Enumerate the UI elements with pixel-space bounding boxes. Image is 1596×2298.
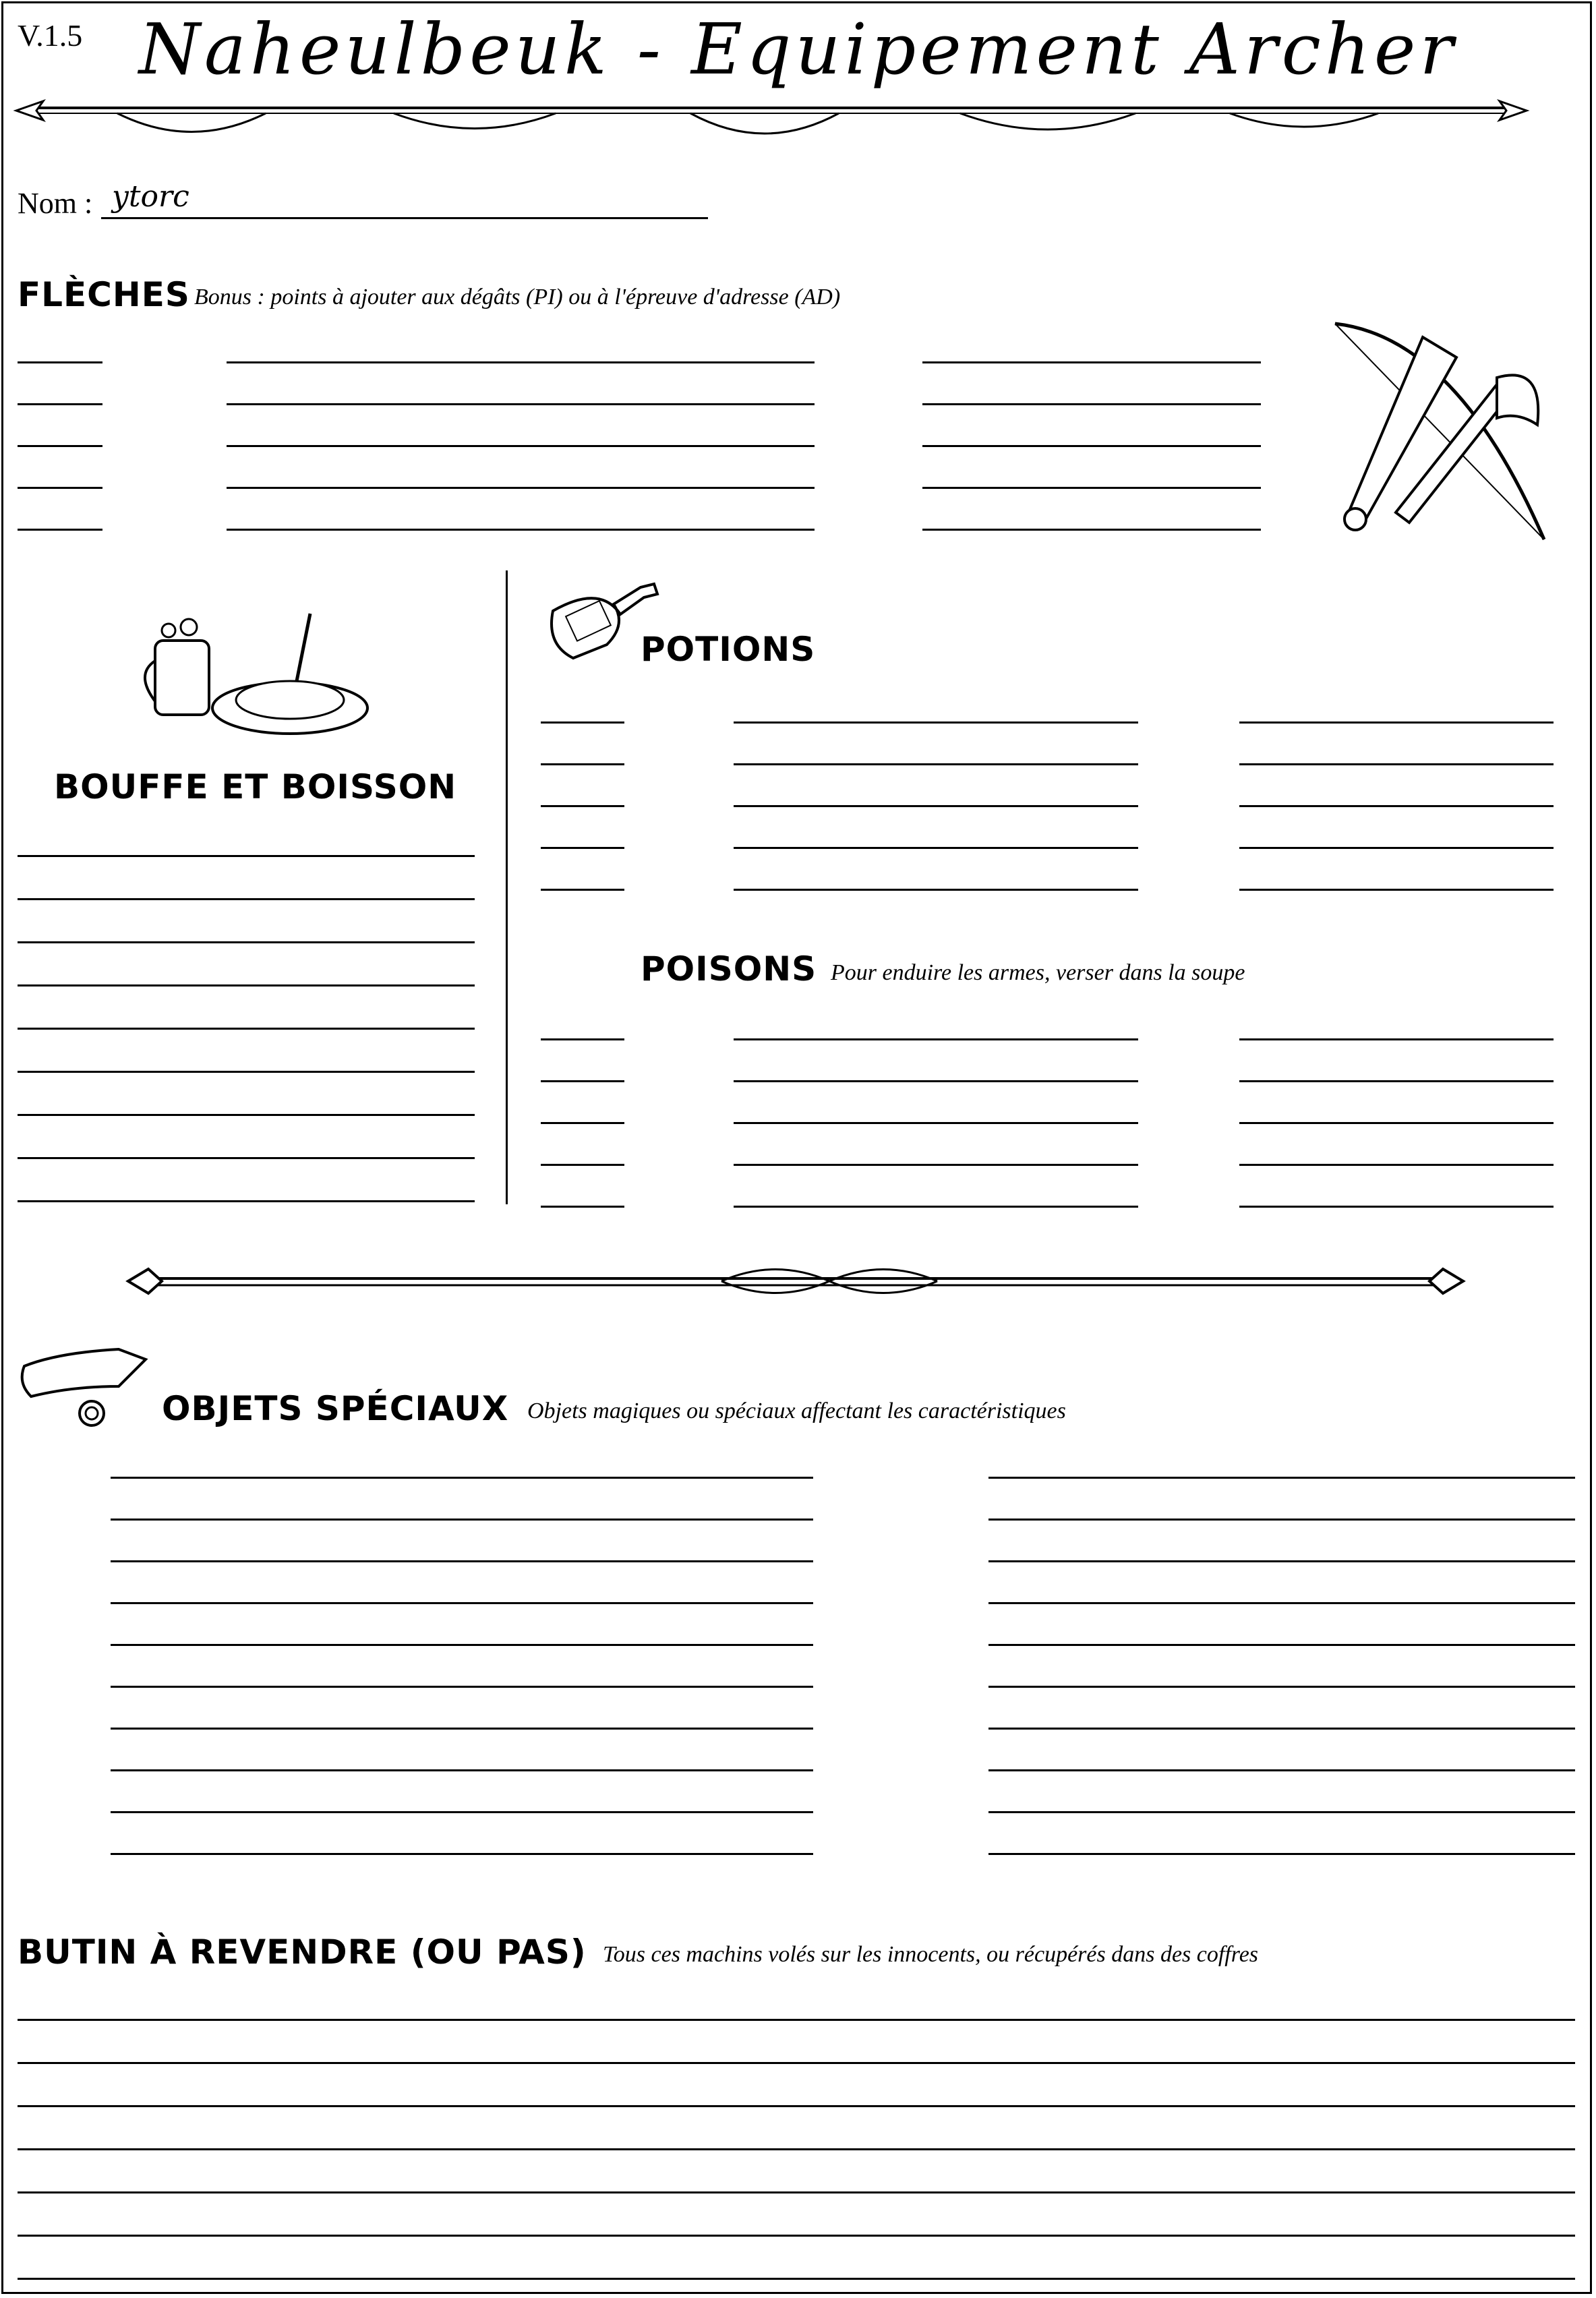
potions-doses-line — [734, 889, 1138, 891]
scroll-and-ring-icon — [18, 1346, 166, 1434]
fleches-qty-line — [18, 445, 102, 447]
fleches-name-line — [227, 529, 815, 531]
bouffe-line — [18, 1200, 475, 1202]
bouffe-line — [18, 855, 475, 857]
butin-line — [18, 2235, 1575, 2237]
objet-bonus-line — [988, 1811, 1575, 1813]
poisons-note: Pour enduire les armes, verser dans la soupe — [831, 960, 1245, 985]
poisons-qty-line — [541, 1122, 624, 1124]
objet-line — [111, 1560, 813, 1562]
objet-line — [111, 1602, 813, 1604]
butin-line — [18, 2019, 1575, 2021]
fleches-bonus-line — [922, 529, 1261, 531]
poisons-doses-line — [734, 1122, 1138, 1124]
potions-doses-line — [734, 847, 1138, 849]
fleches-title: FLÈCHES — [18, 275, 190, 314]
fleches-bonus-line — [922, 487, 1261, 489]
objet-bonus-line — [988, 1477, 1575, 1479]
potions-effets-line — [1239, 763, 1554, 765]
potions-effets-line — [1239, 889, 1554, 891]
fleches-qty-line — [18, 403, 102, 405]
objet-bonus-line — [988, 1853, 1575, 1855]
page-title: Naheulbeuk - Equipement Archer — [138, 8, 1458, 90]
fleches-name-line — [227, 445, 815, 447]
crossed-weapons-icon — [1322, 310, 1564, 553]
objet-bonus-line — [988, 1602, 1575, 1604]
fleches-bonus-line — [922, 361, 1261, 363]
potions-qty-line — [541, 847, 624, 849]
poisons-effets-line — [1239, 1080, 1554, 1082]
name-value[interactable]: ytorc — [112, 179, 189, 214]
fleches-qty-line — [18, 529, 102, 531]
potions-title: POTIONS — [641, 630, 816, 669]
poisons-doses-line — [734, 1206, 1138, 1208]
objet-line — [111, 1811, 813, 1813]
butin-line — [18, 2148, 1575, 2150]
poisons-title: POISONS — [641, 949, 817, 989]
fleches-name-line — [227, 361, 815, 363]
column-separator — [506, 570, 508, 1204]
poisons-effets-line — [1239, 1038, 1554, 1040]
fleches-note: Bonus : points à ajouter aux dégâts (PI) ou à l'épreuve d'adresse (AD) — [194, 285, 841, 310]
fleches-name-line — [227, 403, 815, 405]
objet-line — [111, 1519, 813, 1521]
potions-doses-line — [734, 805, 1138, 807]
fleches-qty-line — [18, 487, 102, 489]
objet-line — [111, 1769, 813, 1771]
potions-effets-line — [1239, 847, 1554, 849]
objet-line — [111, 1644, 813, 1646]
objet-line — [111, 1686, 813, 1688]
butin-line — [18, 2105, 1575, 2107]
bouffe-line — [18, 898, 475, 900]
objets-title: OBJETS SPÉCIAUX — [162, 1389, 509, 1428]
version-label: V.1.5 — [18, 18, 83, 53]
poisons-effets-line — [1239, 1122, 1554, 1124]
objet-bonus-line — [988, 1686, 1575, 1688]
potions-qty-line — [541, 889, 624, 891]
objet-line — [111, 1853, 813, 1855]
bouffe-line — [18, 1157, 475, 1159]
poisons-effets-line — [1239, 1206, 1554, 1208]
poisons-doses-line — [734, 1038, 1138, 1040]
poisons-qty-line — [541, 1038, 624, 1040]
poisons-effets-line — [1239, 1164, 1554, 1166]
butin-line — [18, 2191, 1575, 2193]
objet-bonus-line — [988, 1728, 1575, 1730]
staff-divider-icon — [128, 1254, 1463, 1308]
objet-bonus-line — [988, 1519, 1575, 1521]
poisons-qty-line — [541, 1080, 624, 1082]
poisons-qty-line — [541, 1164, 624, 1166]
fleches-bonus-line — [922, 445, 1261, 447]
objet-bonus-line — [988, 1644, 1575, 1646]
potions-effets-line — [1239, 721, 1554, 724]
bouffe-line — [18, 1071, 475, 1073]
bouffe-line — [18, 941, 475, 943]
bouffe-title: BOUFFE ET BOISSON — [54, 767, 457, 806]
potions-qty-line — [541, 805, 624, 807]
potions-doses-line — [734, 763, 1138, 765]
potions-effets-line — [1239, 805, 1554, 807]
butin-note: Tous ces machins volés sur les innocents, ou récupérés dans des coffres — [603, 1942, 1259, 1967]
objet-bonus-line — [988, 1769, 1575, 1771]
objet-line — [111, 1477, 813, 1479]
fleches-bonus-line — [922, 403, 1261, 405]
bouffe-line — [18, 984, 475, 986]
objet-line — [111, 1728, 813, 1730]
name-line — [101, 217, 708, 219]
potions-qty-line — [541, 721, 624, 724]
objet-bonus-line — [988, 1560, 1575, 1562]
bouffe-line — [18, 1114, 475, 1116]
poisons-qty-line — [541, 1206, 624, 1208]
poisons-doses-line — [734, 1164, 1138, 1166]
potions-doses-line — [734, 721, 1138, 724]
objets-note: Objets magiques ou spéciaux affectant les caractéristiques — [527, 1398, 1066, 1423]
arrow-divider-icon — [16, 86, 1527, 147]
butin-line — [18, 2062, 1575, 2064]
fleches-qty-line — [18, 361, 102, 363]
name-label: Nom : — [18, 187, 93, 220]
butin-line — [18, 2278, 1575, 2280]
fleches-name-line — [227, 487, 815, 489]
food-and-drink-icon — [142, 607, 371, 742]
potions-qty-line — [541, 763, 624, 765]
bouffe-line — [18, 1028, 475, 1030]
poisons-doses-line — [734, 1080, 1138, 1082]
butin-title: BUTIN À REVENDRE (OU PAS) — [18, 1933, 587, 1972]
